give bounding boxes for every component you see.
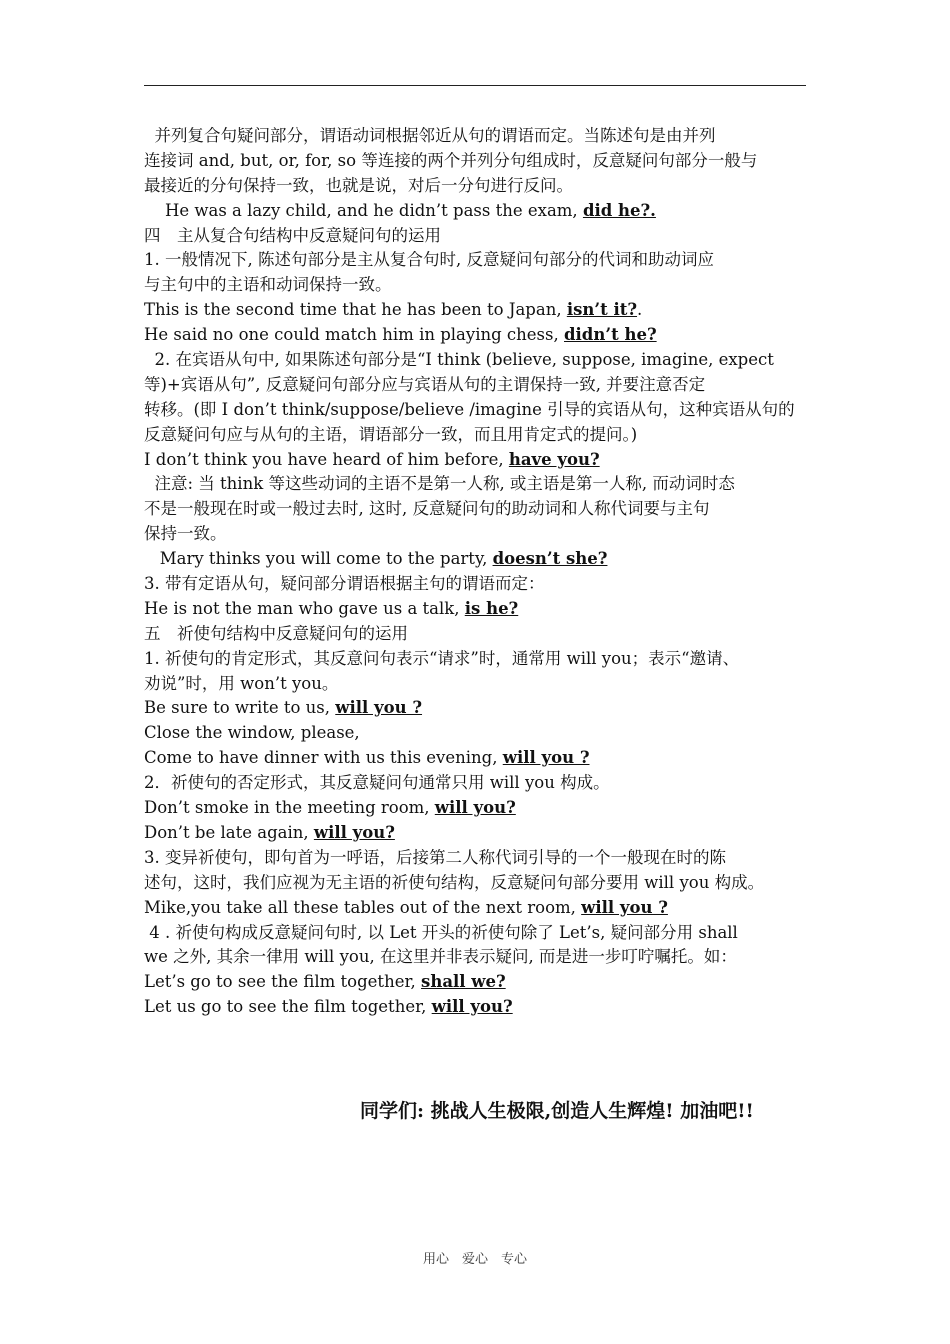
- header-rule: [144, 85, 806, 86]
- text-line: [144, 846, 820, 871]
- line-text: He is not the man who gave us a talk,: [144, 598, 465, 618]
- line-text: 劝说”时，用 won’t you。: [144, 673, 339, 693]
- line-text: 五 祈使句结构中反意疑问句的运用: [144, 623, 408, 643]
- text-line: [144, 995, 820, 1020]
- answer-tag: isn’t it?: [566, 300, 638, 320]
- text-line: [144, 547, 820, 572]
- answer-tag: didn’t he?: [564, 325, 657, 345]
- text-line: [144, 224, 820, 249]
- text-line: [144, 796, 820, 821]
- line-text: 连接词 and, but, or, for, so 等连接的两个并列分句组成时，反意疑问句部分一般与: [144, 150, 758, 170]
- line-text: Mary thinks you will come to the party,: [144, 549, 493, 569]
- text-line: [144, 572, 820, 597]
- text-line: [144, 896, 820, 921]
- text-line: [144, 622, 820, 647]
- body-text: [144, 124, 820, 1020]
- text-line: [144, 174, 820, 199]
- line-text: Let’s go to see the film together,: [144, 972, 422, 992]
- line-text: 2. 在宾语从句中, 如果陈述句部分是“I think (believe, suppose, imagine, expect: [144, 350, 774, 370]
- answer-tag: will you ?: [502, 748, 590, 768]
- line-text: Don’t smoke in the meeting room,: [144, 798, 435, 818]
- answer-tag: will you?: [434, 798, 516, 818]
- line-text: Let us go to see the film together,: [144, 997, 432, 1017]
- answer-tag: shall we?: [421, 972, 506, 992]
- line-text: 并列复合句疑问部分，谓语动词根据邻近从句的谓语而定。当陈述句是由并列: [144, 126, 716, 145]
- text-line: [144, 323, 820, 348]
- text-line: [144, 647, 820, 672]
- text-line: [144, 273, 820, 298]
- line-text: 2．祈使句的否定形式，其反意疑问句通常只用 will you 构成。: [144, 773, 610, 793]
- line-text: 1. 祈使句的肯定形式，其反意问句表示“请求”时，通常用 will you；表示“邀请、: [144, 648, 740, 668]
- slogan: 同学们: 挑战人生极限,创造人生辉煌! 加油吧!!: [360, 1100, 754, 1122]
- text-line: [144, 696, 820, 721]
- line-text: 注意: 当 think 等这些动词的主语不是第一人称, 或主语是第一人称, 而动词时态: [144, 474, 735, 494]
- line-text: I don’t think you have heard of him before,: [144, 449, 509, 469]
- text-line: [144, 597, 820, 622]
- line-text: Don’t be late again,: [144, 822, 314, 842]
- text-line: [144, 472, 820, 497]
- text-line: [144, 746, 820, 771]
- line-text: .: [637, 300, 643, 320]
- text-line: [144, 398, 820, 423]
- line-text: 1. 一般情况下, 陈述句部分是主从复合句时, 反意疑问句部分的代词和助动词应: [144, 250, 714, 270]
- answer-tag: doesn’t she?: [492, 549, 608, 569]
- line-text: Mike,you take all these tables out of the next room,: [144, 897, 582, 917]
- line-text: 述句，这时，我们应视为无主语的祈使句结构，反意疑问句部分要用 will you 构成。: [144, 872, 765, 892]
- line-text: 反意疑问句应与从句的主语，谓语部分一致，而且用肯定式的提问。): [144, 424, 638, 444]
- text-line: [144, 871, 820, 896]
- line-text: 不是一般现在时或一般过去时, 这时, 反意疑问句的助动词和人称代词要与主句: [144, 499, 710, 519]
- line-text: 转移。(即 I don’t think/suppose/believe /imagine 引导的宾语从句，这种宾语从句的: [144, 399, 795, 419]
- line-text: 最接近的分句保持一致，也就是说，对后一分句进行反问。: [144, 175, 573, 195]
- line-text: we 之外, 其余一律用 will you, 在这里并非表示疑问, 而是进一步叮咛嘱托。如：: [144, 947, 737, 967]
- answer-tag: is he?: [464, 598, 519, 618]
- line-text: 3. 变异祈使句，即句首为一呼语，后接第二人称代词引导的一个一般现在时的陈: [144, 847, 726, 867]
- text-line: [144, 821, 820, 846]
- line-text: 3. 带有定语从句，疑问部分谓语根据主句的谓语而定：: [144, 574, 545, 594]
- line-text: He said no one could match him in playing chess,: [144, 325, 564, 345]
- page-footer: 用心 爱心 专心: [422, 1252, 527, 1267]
- answer-tag: will you ?: [581, 897, 668, 917]
- text-line: [144, 423, 820, 448]
- line-text: Come to have dinner with us this evening,: [144, 748, 503, 768]
- line-text: This is the second time that he has been to Japan,: [144, 300, 567, 320]
- text-line: [144, 721, 820, 746]
- text-line: [144, 199, 820, 224]
- text-line: [144, 970, 820, 995]
- text-line: [144, 921, 820, 946]
- answer-tag: did he?.: [582, 200, 656, 220]
- line-text: 与主句中的主语和动词保持一致。: [144, 275, 392, 295]
- text-line: [144, 497, 820, 522]
- text-line: [144, 298, 820, 323]
- answer-tag: will you?: [431, 997, 513, 1017]
- line-text: Be sure to write to us,: [144, 698, 336, 718]
- text-line: [144, 945, 820, 970]
- line-text: He was a lazy child, and he didn’t pass the exam,: [144, 200, 583, 220]
- answer-tag: have you?: [508, 449, 600, 469]
- text-line: [144, 348, 820, 373]
- line-text: 四 主从复合句结构中反意疑问句的运用: [144, 225, 441, 245]
- line-text: 保持一致。: [144, 524, 227, 544]
- text-line: [144, 373, 820, 398]
- line-text: 等)+宾语从句”, 反意疑问句部分应与宾语从句的主谓保持一致, 并要注意否定: [144, 374, 706, 394]
- line-text: 4 . 祈使句构成反意疑问句时, 以 Let 开头的祈使句除了 Let’s, 疑问部分用 shall: [144, 922, 738, 942]
- text-line: [144, 672, 820, 697]
- answer-tag: will you ?: [335, 698, 423, 718]
- text-line: [144, 448, 820, 473]
- text-line: [144, 771, 820, 796]
- text-line: [144, 124, 820, 149]
- text-line: [144, 522, 820, 547]
- line-text: Close the window, please,: [144, 723, 360, 743]
- answer-tag: will you?: [313, 822, 395, 842]
- text-line: [144, 149, 820, 174]
- text-line: [144, 248, 820, 273]
